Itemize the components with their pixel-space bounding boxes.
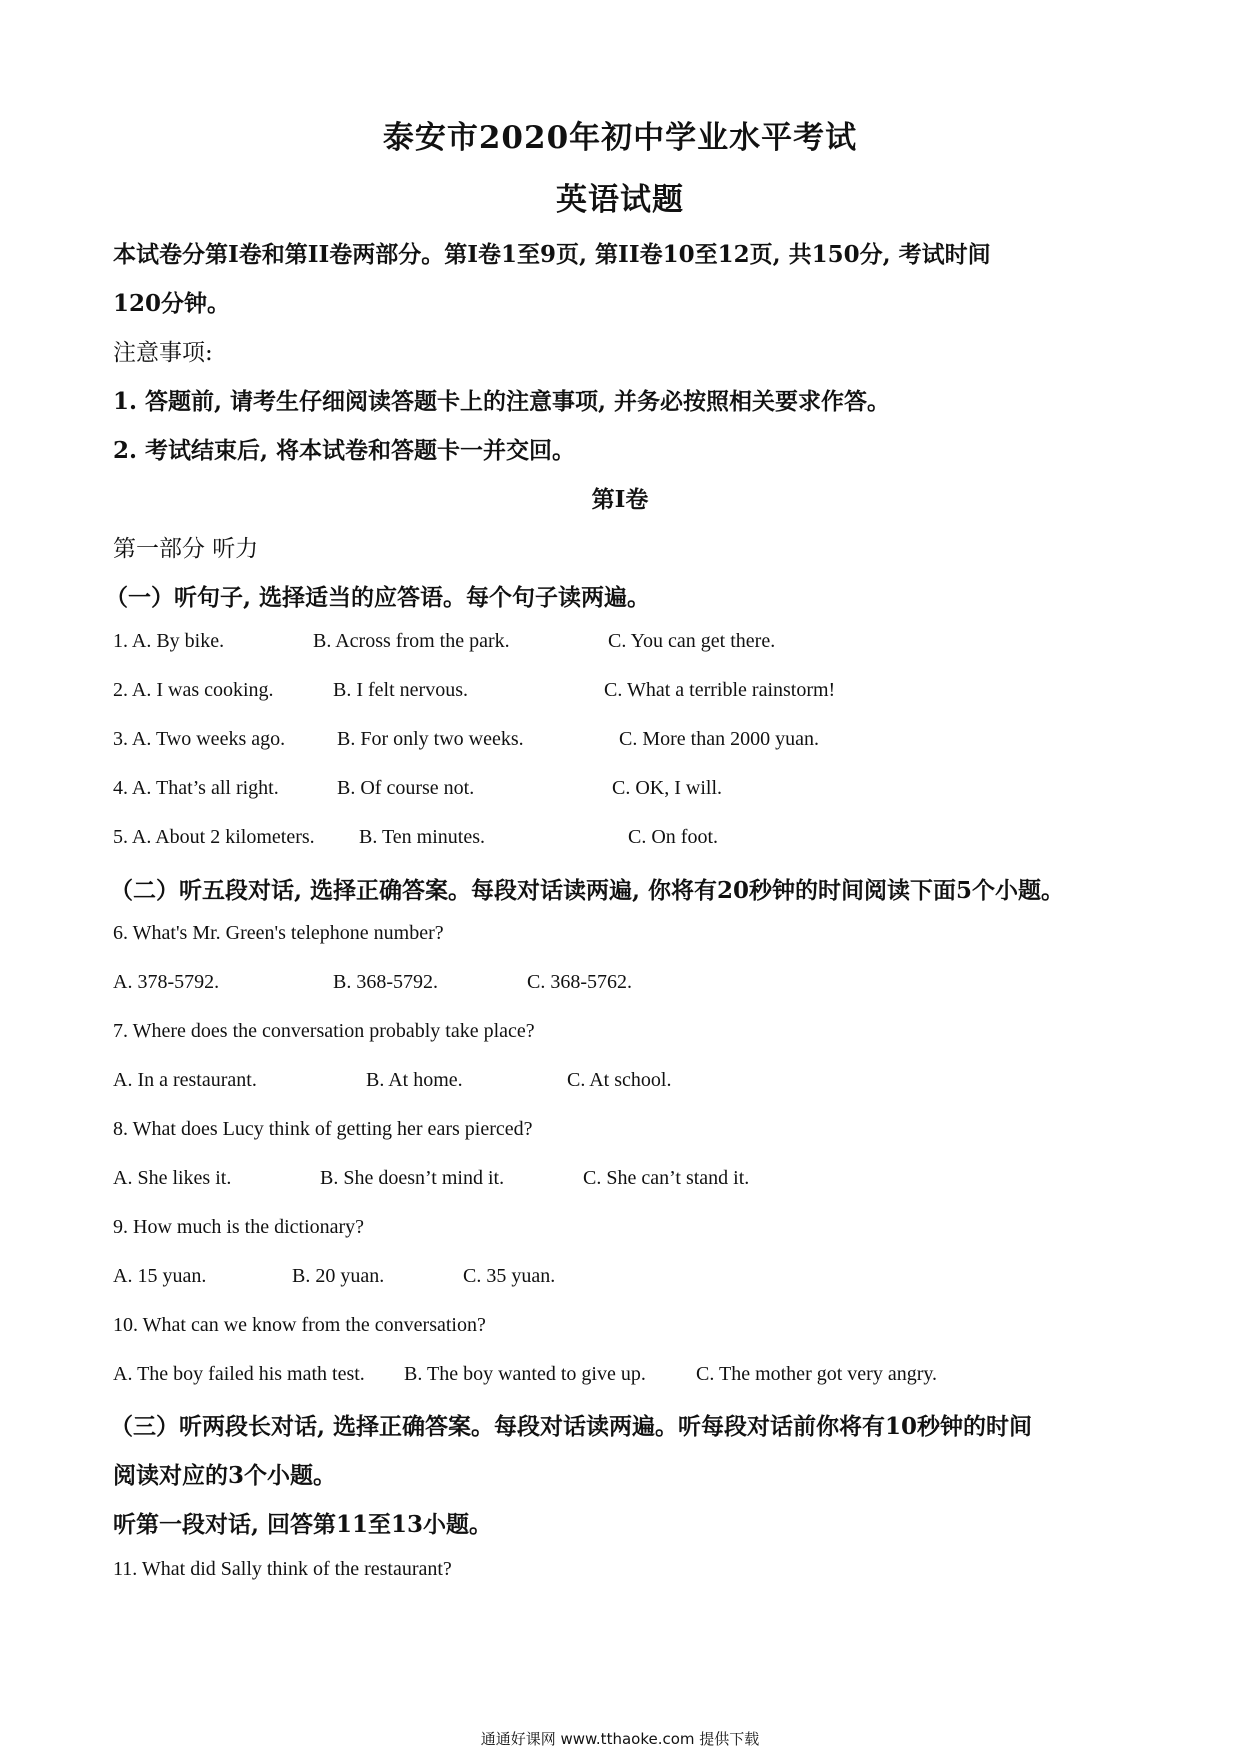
option-a: A. 15 yuan.: [113, 1265, 207, 1287]
section-heading-2: （二）听五段对话, 选择正确答案。每段对话读两遍, 你将有20秒钟的时间阅读下面5个小题。: [110, 877, 1065, 904]
intro-line-2: 120分钟。: [113, 290, 231, 317]
option-c: C. What a terrible rainstorm!: [604, 679, 836, 701]
option-b: B. At home.: [366, 1069, 463, 1091]
option-c: C. 35 yuan.: [463, 1265, 556, 1287]
question-stem: 9. How much is the dictionary?: [113, 1216, 365, 1238]
option-b: B. The boy wanted to give up.: [404, 1363, 646, 1385]
option-b: B. For only two weeks.: [337, 728, 524, 750]
question-stem: 11. What did Sally think of the restaurant?: [113, 1558, 452, 1580]
option-a: 2. A. I was cooking.: [113, 679, 274, 701]
option-a: A. She likes it.: [113, 1167, 232, 1189]
option-b: B. She doesn’t mind it.: [320, 1167, 505, 1189]
dialogue-instruction: 听第一段对话, 回答第11至13小题。: [113, 1511, 493, 1538]
option-b: B. Of course not.: [337, 777, 475, 799]
option-b: B. Ten minutes.: [359, 826, 486, 848]
option-b: B. 20 yuan.: [292, 1265, 385, 1287]
option-a: A. In a restaurant.: [113, 1069, 257, 1091]
section-heading-3-cont: 阅读对应的3个小题。: [113, 1462, 337, 1489]
footer-source: 通通好课网 www.tthaoke.com 提供下载: [480, 1730, 760, 1748]
option-c: C. OK, I will.: [612, 777, 722, 799]
option-c: C. 368-5762.: [527, 971, 632, 993]
question-stem: 6. What's Mr. Green's telephone number?: [113, 922, 444, 944]
option-b: B. Across from the park.: [313, 630, 510, 652]
question-stem: 10. What can we know from the conversation?: [113, 1314, 486, 1336]
notice-item-1: 1. 答题前, 请考生仔细阅读答题卡上的注意事项, 并务必按照相关要求作答。: [113, 388, 891, 415]
option-b: B. I felt nervous.: [333, 679, 468, 701]
intro-line-1: 本试卷分第I卷和第II卷两部分。第I卷1至9页, 第II卷10至12页, 共150分, 考试时间: [113, 241, 991, 268]
option-b: B. 368-5792.: [333, 971, 438, 993]
option-a: 5. A. About 2 kilometers.: [113, 826, 315, 848]
section-heading-3: （三）听两段长对话, 选择正确答案。每段对话读两遍。听每段对话前你将有10秒钟的时间: [110, 1413, 1033, 1440]
option-c: C. More than 2000 yuan.: [619, 728, 819, 750]
option-a: 4. A. That’s all right.: [113, 777, 279, 799]
option-c: C. You can get there.: [608, 630, 776, 652]
option-c: C. She can’t stand it.: [583, 1167, 750, 1189]
question-stem: 7. Where does the conversation probably take place?: [113, 1020, 535, 1042]
option-a: A. The boy failed his math test.: [113, 1363, 365, 1385]
part-title: 第一部分 听力: [113, 536, 259, 562]
option-a: 1. A. By bike.: [113, 630, 225, 652]
notice-item-2: 2. 考试结束后, 将本试卷和答题卡一并交回。: [113, 437, 576, 464]
option-c: C. The mother got very angry.: [696, 1363, 938, 1385]
option-a: A. 378-5792.: [113, 971, 220, 993]
section-heading-1: （一）听句子, 选择适当的应答语。每个句子读两遍。: [105, 584, 651, 611]
question-stem: 8. What does Lucy think of getting her ears pierced?: [113, 1118, 533, 1140]
option-c: C. At school.: [567, 1069, 672, 1091]
option-c: C. On foot.: [628, 826, 718, 848]
exam-title: 泰安市2020年初中学业水平考试: [382, 120, 858, 156]
volume-title: 第I卷: [591, 486, 649, 513]
option-a: 3. A. Two weeks ago.: [113, 728, 286, 750]
exam-subtitle: 英语试题: [556, 182, 684, 218]
notice-title: 注意事项:: [113, 340, 213, 366]
